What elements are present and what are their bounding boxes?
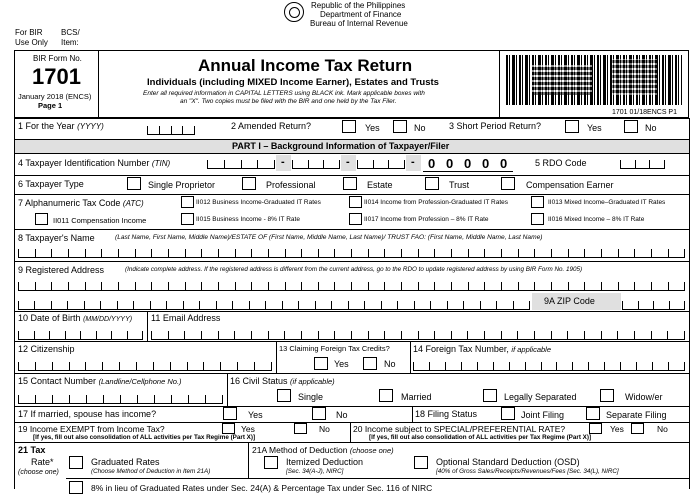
tin-input-2[interactable] bbox=[292, 160, 340, 168]
amended-return-label: 2 Amended Return? bbox=[231, 121, 312, 131]
tax-rate-label-2: Rate* bbox=[31, 457, 54, 467]
tax-rate-label: 21 Tax bbox=[18, 445, 46, 455]
spouse-income-yes-label: Yes bbox=[248, 410, 263, 420]
foreign-credits-no-label: No bbox=[384, 359, 396, 369]
spouse-income-no-label: No bbox=[336, 410, 348, 420]
civil-widower-checkbox[interactable] bbox=[600, 389, 614, 402]
professional-label: Professional bbox=[266, 180, 316, 190]
civil-married-checkbox[interactable] bbox=[379, 389, 393, 402]
foreign-credits-yes-checkbox[interactable] bbox=[314, 357, 328, 370]
address-input-line-2[interactable] bbox=[18, 301, 530, 309]
atc-ii014-label: II014 Income from Profession-Graduated IT Rates bbox=[364, 199, 509, 206]
atc-ii017-label: II017 Income from Profession – 8% IT Rate bbox=[364, 216, 489, 223]
civil-status-label: 16 Civil Status (if applicable) bbox=[230, 376, 335, 386]
amended-no-checkbox[interactable] bbox=[393, 120, 407, 133]
foreign-tax-credits-label: 13 Claiming Foreign Tax Credits? bbox=[279, 344, 390, 353]
method-of-deduction-label: 21A Method of Deduction (choose one) bbox=[252, 445, 394, 455]
short-period-yes-label: Yes bbox=[587, 123, 602, 133]
barcode-code: 1701 01/18ENCS P1 bbox=[612, 109, 677, 116]
atc-ii011-checkbox[interactable] bbox=[35, 213, 48, 225]
atc-ii012-label: II012 Business Income-Graduated IT Rates bbox=[196, 199, 321, 206]
civil-legally-separated-label: Legally Separated bbox=[504, 392, 577, 402]
bureau-text: Bureau of Internal Revenue bbox=[310, 19, 408, 28]
branch-code-input[interactable]: 0 0 0 0 0 bbox=[423, 155, 513, 172]
taxpayer-name-input[interactable] bbox=[18, 249, 685, 257]
registered-address-label: 9 Registered Address bbox=[18, 265, 105, 275]
graduated-rates-hint: (Choose Method of Deduction in Item 21A) bbox=[91, 468, 211, 475]
form-left-border bbox=[14, 118, 15, 489]
atc-ii011-label: II011 Compensation Income bbox=[53, 216, 147, 225]
spouse-income-no-checkbox[interactable] bbox=[312, 407, 326, 420]
bcs-label: BCS/ bbox=[61, 28, 80, 37]
atc-ii016-label: II016 Mixed Income – 8% IT Rate bbox=[548, 216, 645, 223]
instruction-line-2: an "X". Two copies must be filed with the BIR and one held by the Tax Filer. bbox=[180, 98, 397, 105]
special-rate-no-label: No bbox=[657, 424, 668, 434]
itemized-deduction-hint: [Sec. 34(A-J), NIRC] bbox=[286, 468, 344, 475]
form-subtitle: Individuals (including MIXED Income Earner), Estates and Trusts bbox=[147, 77, 439, 88]
part1-title: PART I – Background Information of Taxpayer/Filer bbox=[232, 141, 450, 151]
special-rate-yes-checkbox[interactable] bbox=[589, 423, 602, 434]
citizenship-label: 12 Citizenship bbox=[18, 344, 75, 354]
estate-checkbox[interactable] bbox=[343, 177, 357, 190]
use-only-label: Use Only bbox=[15, 38, 48, 47]
civil-legally-separated-checkbox[interactable] bbox=[483, 389, 497, 402]
special-rate-note: [If yes, fill out also consolidation of ALL activities per Tax Regime (Part X)] bbox=[369, 434, 592, 441]
foreign-tax-number-input[interactable] bbox=[413, 362, 685, 370]
form-right-border bbox=[689, 118, 690, 489]
compensation-earner-label: Compensation Earner bbox=[526, 180, 614, 190]
tin-label: 4 Taxpayer Identification Number (TIN) bbox=[18, 158, 171, 168]
separate-filing-label: Separate Filing bbox=[606, 410, 667, 420]
barcode bbox=[502, 53, 685, 109]
rdo-code-label: 5 RDO Code bbox=[535, 158, 587, 168]
republic-text: Republic of the Philippines bbox=[311, 1, 406, 10]
special-rate-label: 20 Income subject to SPECIAL/PREFERENTIAL RATE? bbox=[353, 424, 566, 434]
atc-ii014-checkbox[interactable] bbox=[349, 196, 362, 208]
zip-code-input[interactable] bbox=[622, 301, 685, 309]
graduated-rates-label: Graduated Rates bbox=[91, 457, 160, 467]
exempt-yes-label: Yes bbox=[241, 424, 255, 434]
email-label: 11 Email Address bbox=[151, 313, 221, 323]
for-bir-label: For BIR bbox=[15, 28, 43, 37]
atc-ii015-label: II015 Business Income - 8% IT Rate bbox=[196, 216, 300, 223]
year-input[interactable] bbox=[147, 126, 195, 134]
osd-checkbox[interactable] bbox=[414, 456, 428, 469]
short-period-no-checkbox[interactable] bbox=[624, 120, 638, 133]
exempt-no-label: No bbox=[319, 424, 330, 434]
filing-status-label: 18 Filing Status bbox=[415, 409, 478, 419]
special-rate-no-checkbox[interactable] bbox=[631, 423, 644, 434]
itemized-deduction-label: Itemized Deduction bbox=[286, 457, 364, 467]
compensation-earner-checkbox[interactable] bbox=[501, 177, 515, 190]
amended-yes-checkbox[interactable] bbox=[342, 120, 356, 133]
spouse-income-yes-checkbox[interactable] bbox=[223, 407, 237, 420]
atc-ii012-checkbox[interactable] bbox=[181, 196, 194, 208]
branch-digit: 0 bbox=[428, 156, 436, 171]
trust-label: Trust bbox=[449, 180, 470, 190]
contact-number-label: 15 Contact Number (Landline/Cellphone No.) bbox=[18, 376, 182, 386]
graduated-rates-checkbox[interactable] bbox=[69, 456, 83, 469]
form-date: January 2018 (ENCS) bbox=[18, 92, 92, 101]
spouse-income-label: 17 If married, spouse has income? bbox=[18, 409, 157, 419]
short-period-no-label: No bbox=[645, 123, 657, 133]
tin-input-3[interactable] bbox=[357, 160, 405, 168]
registered-address-hint: (Indicate complete address. If the registered address is different from the current address, go to the RDO to update registered address by using BIR Form No. 1905) bbox=[125, 266, 583, 273]
tin-input-1[interactable] bbox=[207, 160, 275, 168]
exempt-note: [If yes, fill out also consolidation of ALL activities per Tax Regime (Part X)] bbox=[33, 434, 256, 441]
rdo-code-input[interactable] bbox=[620, 160, 665, 168]
eight-percent-checkbox[interactable] bbox=[69, 481, 83, 494]
exempt-yes-checkbox[interactable] bbox=[222, 423, 235, 434]
civil-single-checkbox[interactable] bbox=[277, 389, 291, 402]
atc-ii017-checkbox[interactable] bbox=[349, 213, 362, 225]
civil-married-label: Married bbox=[401, 392, 432, 402]
tax-rate-choose-one: (choose one) bbox=[18, 469, 59, 476]
itemized-deduction-checkbox[interactable] bbox=[264, 456, 278, 469]
amended-yes-label: Yes bbox=[365, 123, 380, 133]
separate-filing-checkbox[interactable] bbox=[586, 407, 600, 420]
professional-checkbox[interactable] bbox=[242, 177, 256, 190]
foreign-credits-no-checkbox[interactable] bbox=[363, 357, 377, 370]
taxpayer-name-label: 8 Taxpayer's Name bbox=[18, 233, 95, 243]
for-the-year-label: 1 For the Year (YYYY) bbox=[18, 121, 104, 131]
short-period-yes-checkbox[interactable] bbox=[565, 120, 579, 133]
bir-seal-logo bbox=[284, 2, 304, 22]
osd-label: Optional Standard Deduction (OSD) bbox=[436, 457, 580, 467]
dob-label: 10 Date of Birth (MM/DD/YYYY) bbox=[18, 313, 133, 323]
eight-percent-label: 8% in lieu of Graduated Rates under Sec. 24(A) & Percentage Tax under Sec. 116 of NIRC bbox=[91, 483, 433, 493]
osd-hint: [40% of Gross Sales/Receipts/Revenues/Fees [Sec. 34(L), NIRC] bbox=[436, 468, 619, 475]
instruction-line-1: Enter all required information in CAPITAL LETTERS using BLACK ink. Mark applicable boxes with bbox=[143, 90, 425, 97]
contact-number-input[interactable] bbox=[18, 395, 223, 403]
atc-ii015-checkbox[interactable] bbox=[181, 213, 194, 225]
amended-no-label: No bbox=[414, 123, 426, 133]
atc-label: 7 Alphanumeric Tax Code (ATC) bbox=[18, 198, 144, 208]
civil-widower-label: Widow/er bbox=[625, 392, 663, 402]
form-no-label: BIR Form No. bbox=[33, 54, 82, 63]
dob-input[interactable] bbox=[18, 331, 143, 339]
exempt-no-checkbox[interactable] bbox=[294, 423, 307, 434]
citizenship-input[interactable] bbox=[18, 362, 272, 370]
joint-filing-label: Joint Filing bbox=[521, 410, 565, 420]
joint-filing-checkbox[interactable] bbox=[501, 407, 515, 420]
single-proprietor-label: Single Proprietor bbox=[148, 180, 216, 190]
address-input-line-1[interactable] bbox=[18, 282, 685, 290]
email-input[interactable] bbox=[151, 331, 685, 339]
estate-label: Estate bbox=[367, 180, 393, 190]
foreign-credits-yes-label: Yes bbox=[334, 359, 349, 369]
atc-ii013-checkbox[interactable] bbox=[531, 196, 544, 208]
atc-ii013-label: II013 Mixed Income–Graduated IT Rates bbox=[548, 199, 666, 206]
form-number: 1701 bbox=[32, 64, 81, 89]
atc-ii016-checkbox[interactable] bbox=[531, 213, 544, 225]
form-title: Annual Income Tax Return bbox=[198, 56, 413, 75]
income-exempt-label: 19 Income EXEMPT from Income Tax? bbox=[18, 424, 165, 434]
taxpayer-type-label: 6 Taxpayer Type bbox=[18, 179, 84, 189]
civil-single-label: Single bbox=[298, 392, 324, 402]
foreign-tax-number-label: 14 Foreign Tax Number, if applicable bbox=[413, 344, 552, 354]
item-label: Item: bbox=[61, 38, 79, 47]
single-proprietor-checkbox[interactable] bbox=[127, 177, 141, 190]
page-number: Page 1 bbox=[38, 101, 63, 110]
short-period-label: 3 Short Period Return? bbox=[449, 121, 542, 131]
taxpayer-name-hint: (Last Name, First Name, Middle Name)/ESTATE OF (First Name, Middle Name, Last Name)/ TRUST FAO: (First Name, Middle Name, Last Name) bbox=[115, 234, 543, 241]
zip-code-label: 9A ZIP Code bbox=[544, 296, 595, 306]
trust-checkbox[interactable] bbox=[425, 177, 439, 190]
special-rate-yes-label: Yes bbox=[610, 424, 624, 434]
department-text: Department of Finance bbox=[320, 10, 402, 19]
